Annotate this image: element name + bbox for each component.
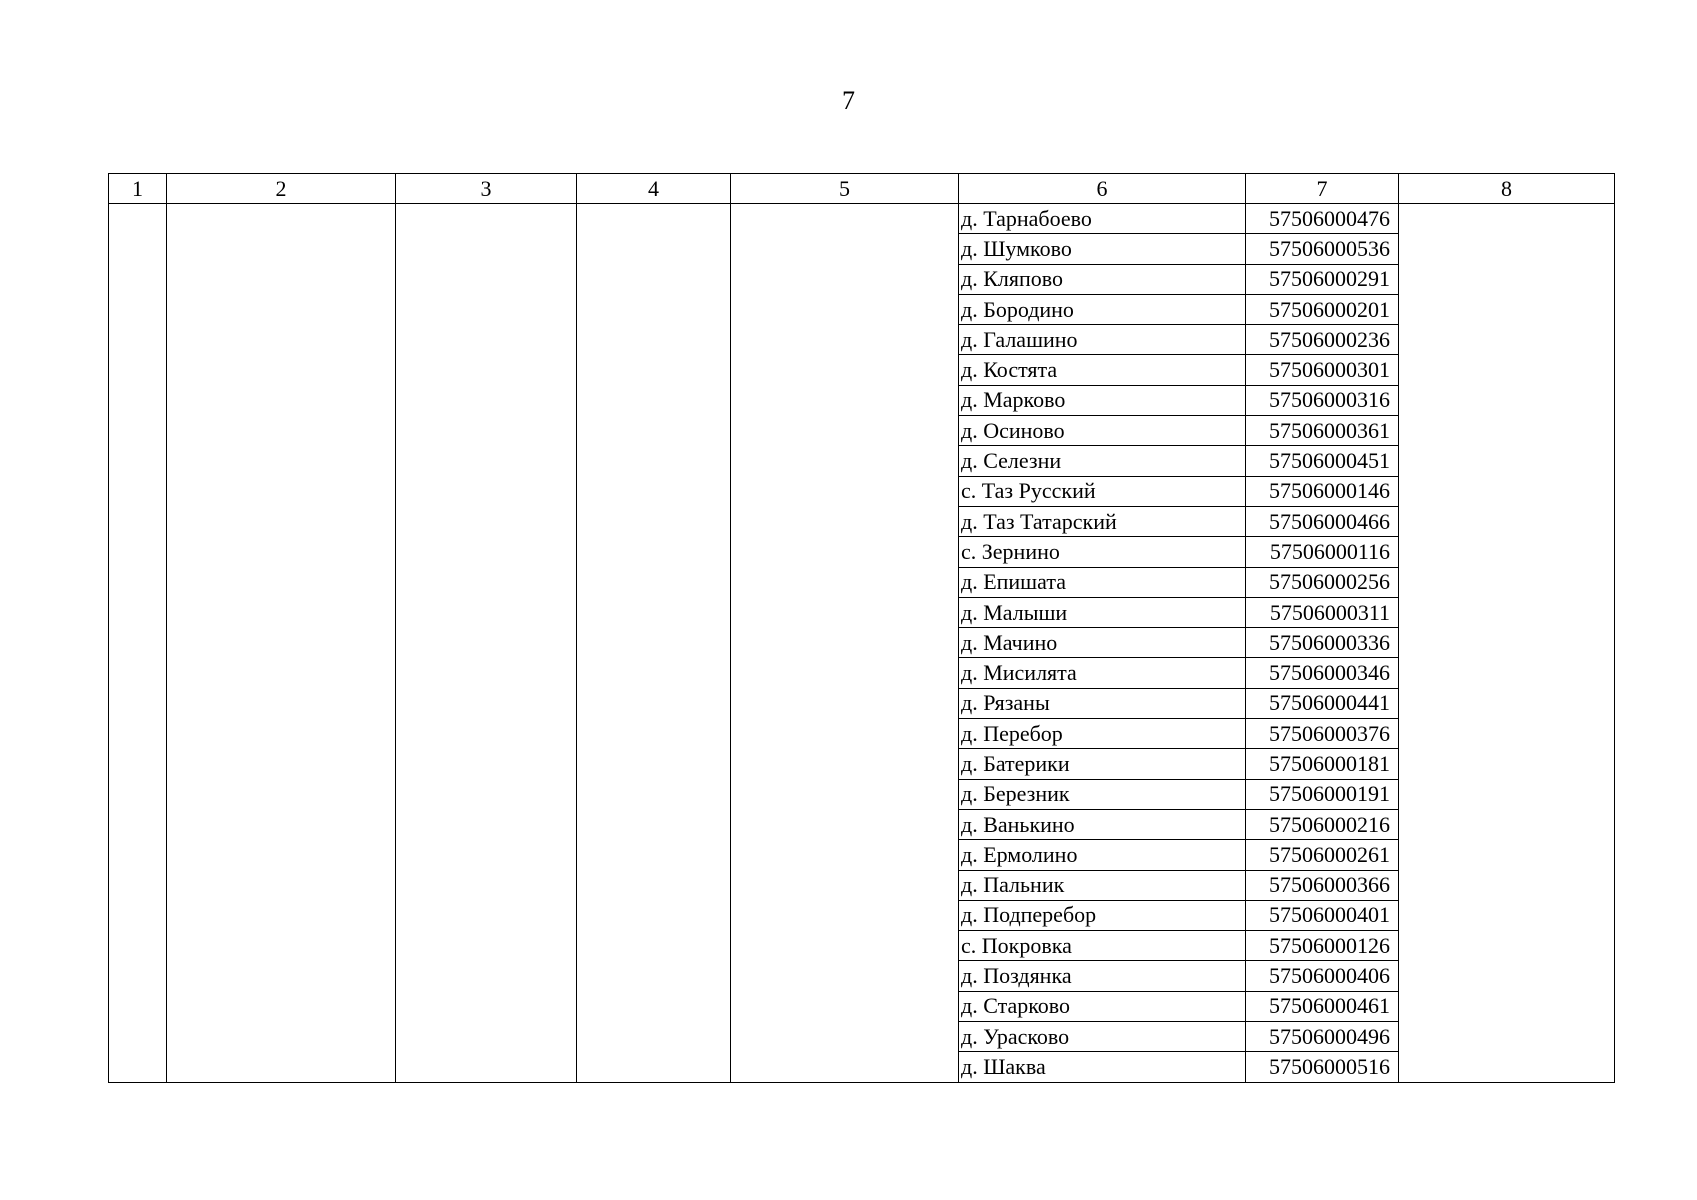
oktmo-code-cell: 57506000236 (1246, 325, 1399, 355)
empty-column-2-cell (167, 204, 396, 1083)
empty-column-8-cell (1399, 204, 1615, 1083)
oktmo-code-cell: 57506000441 (1246, 688, 1399, 718)
settlement-name-cell: д. Мисилята (959, 658, 1246, 688)
oktmo-code-cell: 57506000191 (1246, 779, 1399, 809)
settlement-name-cell: д. Шаква (959, 1052, 1246, 1082)
column-header-8: 8 (1399, 174, 1615, 204)
column-header-5: 5 (731, 174, 959, 204)
oktmo-code-cell: 57506000476 (1246, 204, 1399, 234)
settlement-name-cell: д. Рязаны (959, 688, 1246, 718)
empty-column-4-cell (577, 204, 731, 1083)
table-row (109, 204, 1615, 234)
oktmo-code-cell: 57506000181 (1246, 749, 1399, 779)
settlement-name-cell: д. Тарнабоево (959, 204, 1246, 234)
settlement-name-cell: д. Костята (959, 355, 1246, 385)
oktmo-code-cell: 57506000366 (1246, 870, 1399, 900)
oktmo-code-cell: 57506000401 (1246, 900, 1399, 930)
oktmo-code-cell: 57506000466 (1246, 506, 1399, 536)
oktmo-code-cell: 57506000311 (1246, 597, 1399, 627)
settlement-name-cell: д. Селезни (959, 446, 1246, 476)
settlement-name-cell: д. Перебор (959, 719, 1246, 749)
settlement-name-cell: д. Подперебор (959, 900, 1246, 930)
oktmo-code-cell: 57506000406 (1246, 961, 1399, 991)
empty-column-3-cell (396, 204, 577, 1083)
oktmo-code-cell: 57506000516 (1246, 1052, 1399, 1082)
settlement-name-cell: д. Малыши (959, 597, 1246, 627)
column-header-3: 3 (396, 174, 577, 204)
settlement-name-cell: д. Кляпово (959, 264, 1246, 294)
oktmo-code-cell: 57506000496 (1246, 1022, 1399, 1052)
oktmo-code-cell: 57506000116 (1246, 537, 1399, 567)
settlement-name-cell: д. Таз Татарский (959, 506, 1246, 536)
settlement-name-cell: с. Зернино (959, 537, 1246, 567)
column-header-1: 1 (109, 174, 167, 204)
oktmo-code-cell: 57506000316 (1246, 385, 1399, 415)
settlement-name-cell: д. Бородино (959, 294, 1246, 324)
oktmo-code-cell: 57506000301 (1246, 355, 1399, 385)
oktmo-code-cell: 57506000536 (1246, 234, 1399, 264)
settlement-name-cell: д. Осиново (959, 416, 1246, 446)
settlement-name-cell: с. Таз Русский (959, 476, 1246, 506)
empty-column-1-cell (109, 204, 167, 1083)
settlement-name-cell: д. Мачино (959, 628, 1246, 658)
oktmo-code-cell: 57506000126 (1246, 931, 1399, 961)
oktmo-code-cell: 57506000336 (1246, 628, 1399, 658)
settlements-table (108, 173, 1615, 1083)
header-row (109, 174, 1615, 204)
oktmo-code-cell: 57506000346 (1246, 658, 1399, 688)
settlement-name-cell: д. Батерики (959, 749, 1246, 779)
settlement-name-cell: д. Поздянка (959, 961, 1246, 991)
settlement-name-cell: с. Покровка (959, 931, 1246, 961)
settlement-name-cell: д. Епишата (959, 567, 1246, 597)
settlement-name-cell: д. Галашино (959, 325, 1246, 355)
table-body (109, 204, 1615, 1083)
column-header-6: 6 (959, 174, 1246, 204)
oktmo-code-cell: 57506000376 (1246, 719, 1399, 749)
table-header (109, 174, 1615, 204)
oktmo-code-cell: 57506000256 (1246, 567, 1399, 597)
oktmo-code-cell: 57506000361 (1246, 416, 1399, 446)
settlement-name-cell: д. Марково (959, 385, 1246, 415)
settlement-name-cell: д. Ермолино (959, 840, 1246, 870)
settlement-name-cell: д. Ванькино (959, 809, 1246, 839)
settlement-name-cell: д. Шумково (959, 234, 1246, 264)
oktmo-code-cell: 57506000291 (1246, 264, 1399, 294)
oktmo-code-cell: 57506000146 (1246, 476, 1399, 506)
settlement-name-cell: д. Пальник (959, 870, 1246, 900)
oktmo-code-cell: 57506000261 (1246, 840, 1399, 870)
column-header-2: 2 (167, 174, 396, 204)
settlement-name-cell: д. Березник (959, 779, 1246, 809)
oktmo-code-cell: 57506000451 (1246, 446, 1399, 476)
column-header-7: 7 (1246, 174, 1399, 204)
column-header-4: 4 (577, 174, 731, 204)
oktmo-code-cell: 57506000201 (1246, 294, 1399, 324)
oktmo-code-cell: 57506000216 (1246, 809, 1399, 839)
empty-column-5-cell (731, 204, 959, 1083)
page-number: 7 (842, 86, 855, 115)
settlement-name-cell: д. Старково (959, 991, 1246, 1021)
settlement-name-cell: д. Урасково (959, 1022, 1246, 1052)
oktmo-code-cell: 57506000461 (1246, 991, 1399, 1021)
